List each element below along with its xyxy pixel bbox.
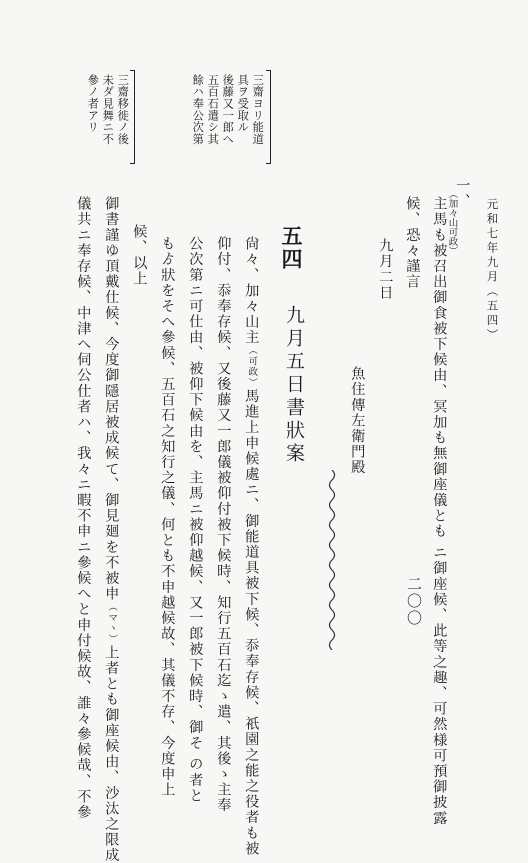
- letter-date: 九月二日: [377, 238, 394, 301]
- wavy-divider: [325, 470, 339, 650]
- annotation-ruby: （可政）: [246, 345, 258, 389]
- margin-note: 具ヲ受取ル: [236, 74, 250, 133]
- section-number: 五四: [279, 225, 304, 271]
- margin-note: 餘ハ奉公次第: [191, 74, 205, 145]
- body-line: 儀共ニ奉存候、中津へ伺公仕者ハ、我々ニ暇不申ニ參候へと申付候故、誰々參候哉、不參: [75, 196, 92, 820]
- addressee: 魚住傳左衛門殿: [349, 366, 366, 476]
- section-title: 九月五日書狀案: [283, 305, 305, 466]
- annotation-ruby: （マヽ）: [106, 601, 118, 645]
- running-title: 元和七年九月（五四）: [485, 198, 500, 343]
- margin-note: 三齋ヨリ能道: [251, 74, 265, 145]
- body-line: [104, 196, 118, 863]
- body-line: 候、以上: [131, 224, 148, 287]
- body-line-text: 尙々、加々山主: [243, 236, 260, 346]
- body-line: 仰付、忝奉存候、又後藤又一郎儀被仰付被下候時、知行五百石迄ゝ遣、其後ゝ主奉: [215, 236, 232, 814]
- annotation-ruby: （加々山可政）: [446, 189, 458, 256]
- margin-note-bracket: [130, 70, 135, 164]
- margin-note-bracket: [266, 70, 271, 164]
- body-line: 公次第ニ可仕由、被仰下候由を、主馬ニ被仰越候、又一郎被下候時、御そ の者と: [187, 236, 204, 804]
- body-line-text: 上者とも御座候由、沙汰之限成: [103, 644, 120, 863]
- margin-note: 未ダ見舞ニ不: [101, 74, 115, 145]
- body-line-text: 御書謹ゆ頂戴仕候、今度御隱居被成候て、御見廻を不被申: [103, 196, 120, 602]
- body-line: [244, 236, 258, 856]
- page-number: 二〇〇: [405, 576, 423, 627]
- margin-note: 三齋移徙ノ後: [116, 74, 130, 145]
- margin-note: 後藤又一郎へ: [221, 74, 235, 145]
- body-line-text: 馬進上申候處ニ、御能道具被下候、忝奉存候、祇園之能之役者も被: [243, 388, 260, 857]
- body-line: 候、恐々謹言: [404, 196, 421, 290]
- margin-note: 參ノ者アリ: [86, 74, 100, 133]
- body-line: もゟ狀をそへ參候、五百石之知行之儀、何とも不申越候故、其儀不存、今度申上: [159, 236, 176, 798]
- body-line: 主馬も被召出御食被下候由、冥加も無御座儀とも ニ御座候、此等之趣、可然様可預御披露: [431, 196, 448, 826]
- margin-note: 五百石遣シ其: [206, 74, 220, 145]
- item-mark: 一、: [454, 178, 471, 210]
